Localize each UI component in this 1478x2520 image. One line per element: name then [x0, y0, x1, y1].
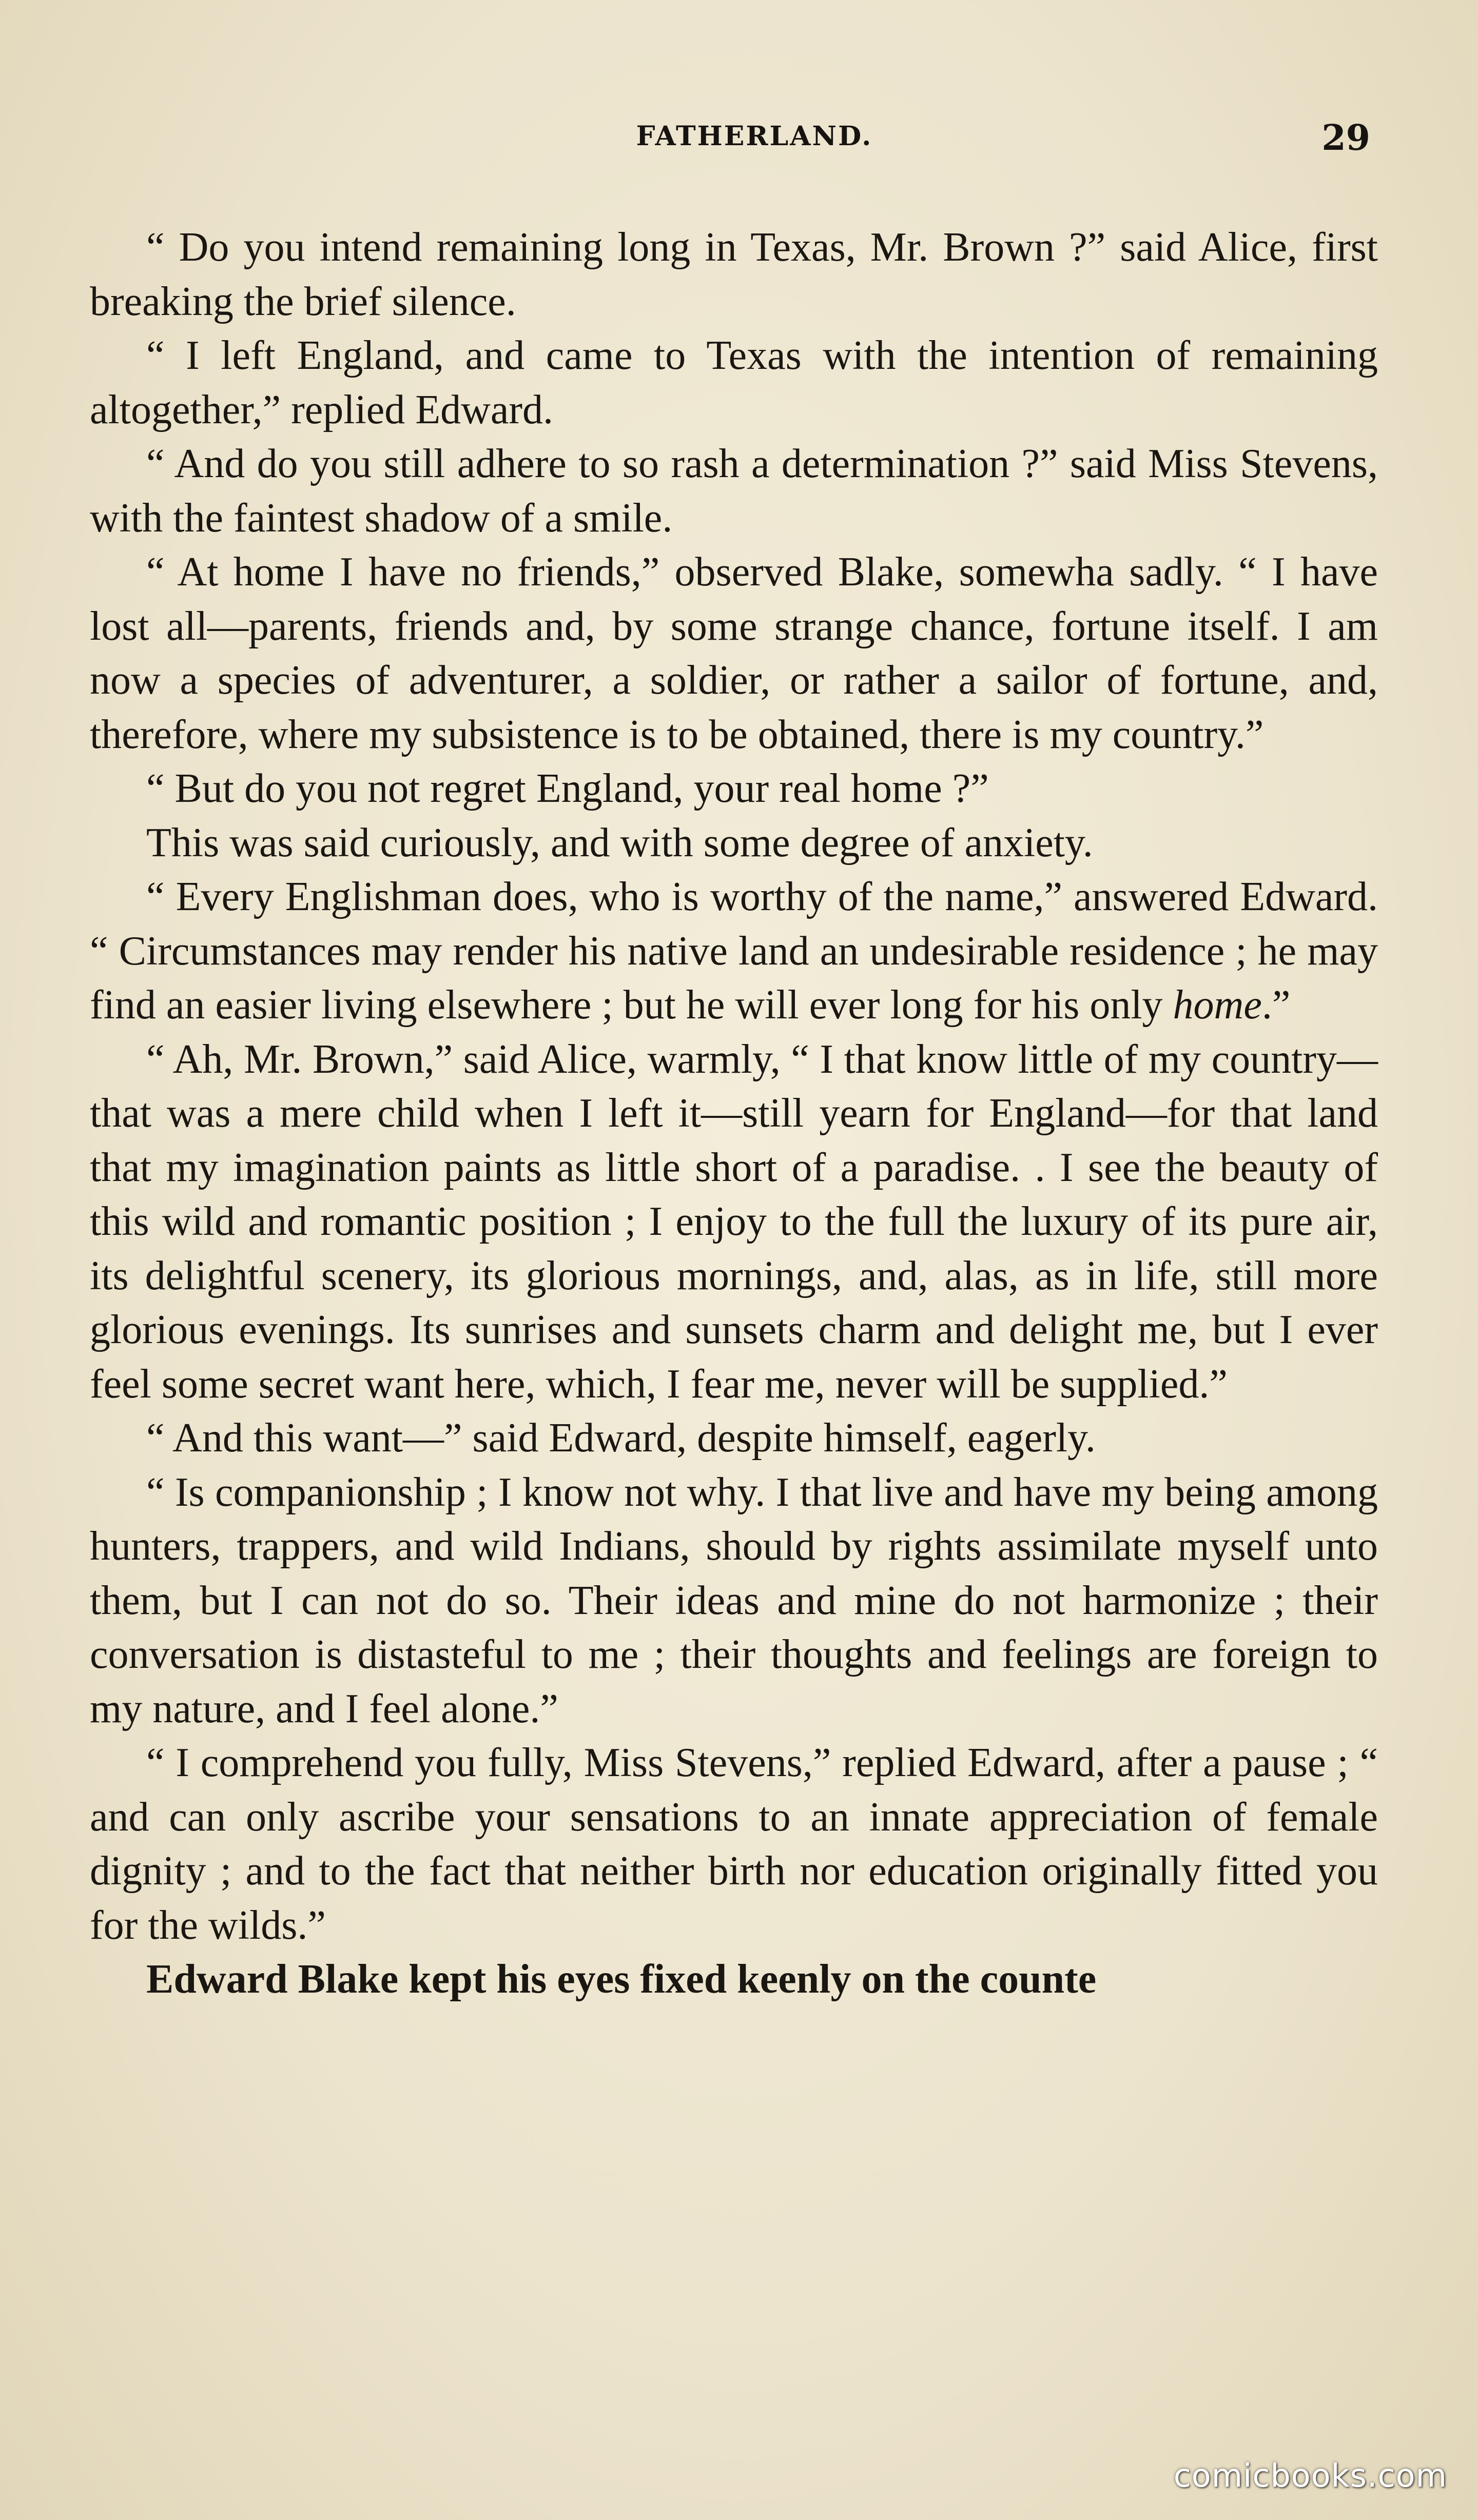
paragraph-bold: Edward Blake kept his eyes fixed keenly on the counte — [146, 1957, 1097, 2002]
running-title: FATHERLAND. — [636, 121, 873, 152]
body-text — [90, 221, 1378, 2007]
paragraph: “ I left England, and came to Texas with the intention of remaining altogether,” replied Edward. — [90, 333, 1378, 432]
paragraph: “ Do you intend remaining long in Texas, Mr. Brown ?” said Alice, first breaking the brief silence. — [90, 225, 1378, 324]
watermark: comicbooks.com — [1173, 2457, 1447, 2494]
italic-word: home — [1173, 982, 1262, 1028]
paragraph: This was said curiously, and with some degree of anxiety. — [146, 820, 1093, 865]
paragraph-text: “ Every Englishman does, who is worthy of the name,” answered Edward. “ Circumstances may render his native land an undesirable residence ; he may find an easier living elsewhere ; but he will ever long for his only — [90, 874, 1378, 1028]
closing-punctuation: .” — [1261, 982, 1291, 1028]
paragraph — [90, 870, 1378, 1033]
paragraph: “ And do you still adhere to so rash a determination ?” said Miss Stevens, with the faintest shadow of a smile. — [90, 441, 1378, 541]
page-number: 29 — [1321, 117, 1370, 159]
page-header — [133, 117, 1375, 177]
paragraph: “ Is companionship ; I know not why. I that live and have my being among hunters, trappers, and wild Indians, should by rights assimilate myself unto them, but I can not do so. Their ideas and mine do not harmonize ; their conversation is distasteful to me ; their thoughts and feelings are foreign to my nature, and I feel alone.” — [90, 1469, 1378, 1731]
paragraph: “ And this want—” said Edward, despite himself, eagerly. — [146, 1415, 1096, 1461]
paragraph: “ Ah, Mr. Brown,” said Alice, warmly, “ I that know little of my country—that was a mere child when I left it—still yearn for England—for that land that my imagination paints as little short of a paradise. . I see the beauty of this wild and romantic position ; I enjoy to the full the luxury of its pure air, its delightful scenery, its glorious mornings, and, alas, as in life, still more glorious evenings. Its sunrises and sunsets charm and delight me, but I ever feel some secret want here, which, I fear me, never will be supplied.” — [90, 1036, 1378, 1407]
paragraph: “ At home I have no friends,” observed Blake, somewha sadly. “ I have lost all—parents, friends and, by some strange chance, fortune itself. I am now a species of adventurer, a soldier, or rather a sailor of fortune, and, therefore, where my subsistence is to be obtained, there is my country.” — [90, 549, 1378, 757]
paragraph: “ But do you not regret England, your real home ?” — [146, 766, 989, 811]
paragraph: “ I comprehend you fully, Miss Stevens,” replied Edward, after a pause ; “ and can only ascribe your sensations to an innate appreciation of female dignity ; and to the fact that neither birth nor education originally fitted you for the wilds.” — [90, 1740, 1378, 1948]
